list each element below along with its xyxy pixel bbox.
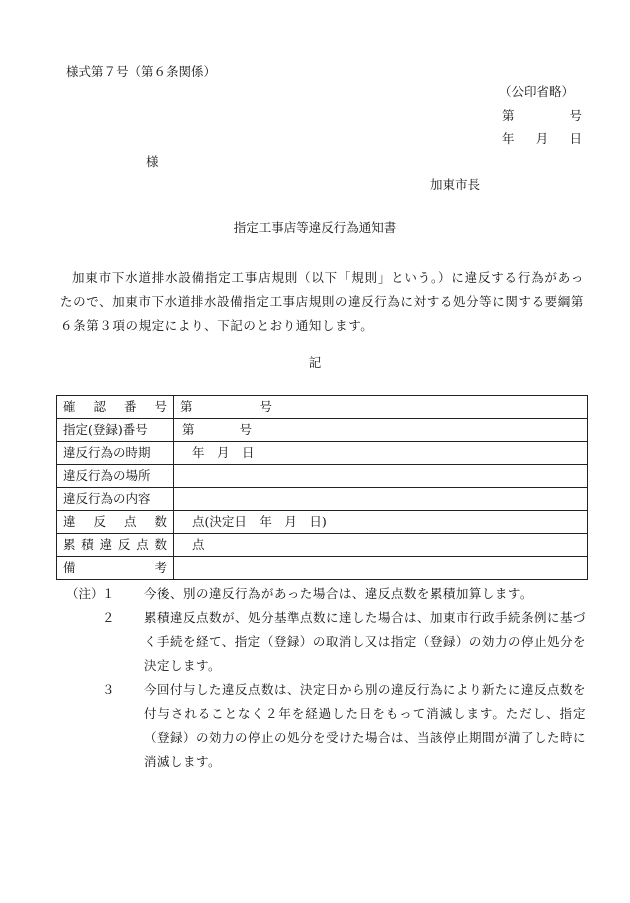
notes-section: [66, 582, 586, 774]
table-row: [57, 511, 588, 534]
label-char: 積: [81, 536, 94, 552]
value-go: 号: [239, 421, 252, 437]
table-row: [57, 396, 588, 419]
row-label-remarks: [57, 557, 174, 580]
table-row: [57, 442, 588, 465]
note-number: １: [102, 586, 115, 601]
note-item: [66, 582, 586, 606]
note-number: ２: [102, 610, 115, 625]
table-row: [57, 419, 588, 442]
row-value-violation-place: [174, 465, 588, 488]
document-title: 指定工事店等違反行為通知書: [233, 220, 397, 235]
label-char: 号: [154, 398, 167, 414]
go-label: 号: [569, 108, 582, 123]
row-label-registration-number: 指定(登録)番号: [57, 419, 174, 442]
table-row: [57, 534, 588, 557]
label-char: 違: [99, 536, 113, 552]
note-item: [102, 606, 586, 678]
label-char: 考: [154, 559, 167, 575]
form-number: 様式第７号（第６条関係）: [66, 64, 217, 79]
value-dai: 第: [180, 398, 193, 414]
month-label: 月: [535, 131, 549, 146]
addressee-suffix: 様: [146, 154, 159, 169]
label-char: 点: [123, 513, 137, 529]
row-label-violation-content: 違反行為の内容: [57, 488, 174, 511]
ki-heading: 記: [308, 355, 322, 370]
label-char: 数: [154, 536, 167, 552]
label-char: 確: [63, 398, 76, 414]
row-value-confirmation-number: [174, 396, 588, 419]
row-value-violation-content: [174, 488, 588, 511]
row-value-registration-number: [174, 419, 588, 442]
row-value-remarks: [174, 557, 588, 580]
value-go: 号: [259, 398, 272, 414]
table-row: [57, 557, 588, 580]
note-text: 累積違反点数が、処分基準点数に達した場合は、加東市行政手続条例に基づく手続を経て、指定（登録）の取消し又は指定（登録）の効力の停止処分を決定します。: [144, 610, 587, 673]
body-paragraph: 加東市下水道排水設備指定工事店規則（以下「規則」という。）に違反する行為があったので、加東市下水道排水設備指定工事店規則の違反行為に対する処分等に関する要綱第６条第３項の規定により、下記のとおり通知します。: [60, 270, 584, 333]
seal-omitted-note: （公印省略）: [498, 84, 574, 99]
note-number: ３: [102, 682, 115, 697]
document-number-line: [502, 110, 582, 123]
row-label-confirmation-number: [57, 396, 174, 419]
violation-info-table: [56, 395, 588, 580]
note-text: 今回付与した違反点数は、決定日から別の違反行為により新たに違反点数を付与されることなく２年を経過した日をもって消滅します。ただし、指定（登録）の効力の停止の処分を受けた場合は、当該停止期間が満了した時に消滅します。: [144, 682, 587, 769]
label-char: 累: [63, 536, 76, 552]
note-item: [102, 678, 586, 774]
year-label: 年: [502, 131, 515, 146]
row-label-violation-place: 違反行為の場所: [57, 465, 174, 488]
label-char: 反: [93, 513, 106, 529]
note-text: 今後、別の違反行為があった場合は、違反点数を累積加算します。: [144, 586, 533, 601]
row-label-violation-date: 違反行為の時期: [57, 442, 174, 465]
sender-name: 加東市長: [430, 177, 481, 192]
row-label-cumulative-points: [57, 534, 174, 557]
table-row: [57, 488, 588, 511]
notes-heading: （注）: [66, 586, 104, 601]
date-line: [502, 133, 582, 146]
day-label: 日: [569, 131, 582, 146]
row-value-cumulative-points: 点: [174, 534, 588, 557]
label-char: 備: [63, 559, 76, 575]
row-value-violation-points: 点(決定日 年 月 日): [174, 511, 588, 534]
label-char: 認: [93, 398, 106, 414]
label-char: 番: [123, 398, 137, 414]
row-label-violation-points: [57, 511, 174, 534]
label-char: 反: [117, 536, 131, 552]
label-char: 違: [63, 513, 76, 529]
label-char: 点: [136, 536, 149, 552]
table-row: [57, 465, 588, 488]
dai-label: 第: [502, 108, 515, 123]
row-value-violation-date: 年 月 日: [174, 442, 588, 465]
value-dai: 第: [182, 421, 195, 437]
label-char: 数: [154, 513, 167, 529]
